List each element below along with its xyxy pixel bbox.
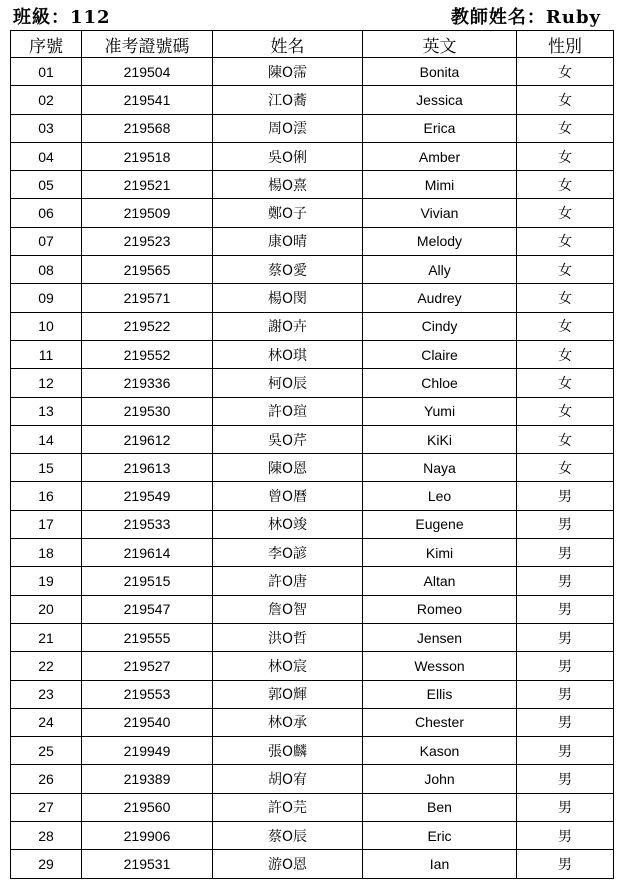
cell-name: 曾O曆 bbox=[213, 482, 363, 510]
cell-english-name: Ellis bbox=[363, 680, 517, 708]
cell-exam-id: 219552 bbox=[82, 340, 213, 368]
cell-number: 26 bbox=[11, 765, 82, 793]
cell-exam-id: 219509 bbox=[82, 199, 213, 227]
cell-name: 郭O輝 bbox=[213, 680, 363, 708]
table-row bbox=[11, 822, 614, 850]
cell-english-name: Erica bbox=[363, 114, 517, 142]
table-row bbox=[11, 171, 614, 199]
cell-exam-id: 219613 bbox=[82, 454, 213, 482]
cell-english-name: Mimi bbox=[363, 171, 517, 199]
column-header-name: 姓名 bbox=[213, 31, 363, 58]
cell-gender: 女 bbox=[517, 425, 614, 453]
table-row bbox=[11, 199, 614, 227]
table-row bbox=[11, 708, 614, 736]
cell-exam-id: 219527 bbox=[82, 652, 213, 680]
cell-number: 28 bbox=[11, 822, 82, 850]
cell-name: 許O芫 bbox=[213, 793, 363, 821]
table-row bbox=[11, 595, 614, 623]
cell-name: 張O麟 bbox=[213, 737, 363, 765]
cell-name: 李O諺 bbox=[213, 539, 363, 567]
table-row bbox=[11, 227, 614, 255]
cell-exam-id: 219389 bbox=[82, 765, 213, 793]
cell-gender: 女 bbox=[517, 340, 614, 368]
teacher-name-label: 教師姓名：Ruby bbox=[450, 7, 601, 28]
cell-gender: 男 bbox=[517, 737, 614, 765]
page-header bbox=[0, 0, 619, 30]
cell-gender: 男 bbox=[517, 793, 614, 821]
table-header-row bbox=[11, 31, 614, 58]
cell-number: 03 bbox=[11, 114, 82, 142]
cell-exam-id: 219515 bbox=[82, 567, 213, 595]
table-row bbox=[11, 510, 614, 538]
cell-number: 27 bbox=[11, 793, 82, 821]
cell-name: 林O宸 bbox=[213, 652, 363, 680]
cell-exam-id: 219518 bbox=[82, 142, 213, 170]
cell-name: 謝O卉 bbox=[213, 312, 363, 340]
cell-name: 江O蕎 bbox=[213, 86, 363, 114]
cell-english-name: Melody bbox=[363, 227, 517, 255]
cell-exam-id: 219540 bbox=[82, 708, 213, 736]
cell-exam-id: 219523 bbox=[82, 227, 213, 255]
cell-gender: 男 bbox=[517, 765, 614, 793]
cell-number: 16 bbox=[11, 482, 82, 510]
cell-name: 胡O宥 bbox=[213, 765, 363, 793]
cell-name: 林O竣 bbox=[213, 510, 363, 538]
cell-name: 許O唐 bbox=[213, 567, 363, 595]
cell-name: 楊O熹 bbox=[213, 171, 363, 199]
cell-number: 19 bbox=[11, 567, 82, 595]
cell-number: 08 bbox=[11, 256, 82, 284]
cell-english-name: Claire bbox=[363, 340, 517, 368]
cell-gender: 女 bbox=[517, 312, 614, 340]
cell-exam-id: 219614 bbox=[82, 539, 213, 567]
cell-english-name: Romeo bbox=[363, 595, 517, 623]
cell-exam-id: 219565 bbox=[82, 256, 213, 284]
cell-number: 02 bbox=[11, 86, 82, 114]
cell-name: 洪O哲 bbox=[213, 623, 363, 651]
cell-exam-id: 219571 bbox=[82, 284, 213, 312]
table-row bbox=[11, 369, 614, 397]
cell-english-name: Eugene bbox=[363, 510, 517, 538]
cell-name: 陳O霈 bbox=[213, 58, 363, 86]
cell-gender: 男 bbox=[517, 850, 614, 878]
cell-name: 康O晴 bbox=[213, 227, 363, 255]
cell-number: 14 bbox=[11, 425, 82, 453]
cell-exam-id: 219530 bbox=[82, 397, 213, 425]
cell-name: 吳O芹 bbox=[213, 425, 363, 453]
cell-exam-id: 219949 bbox=[82, 737, 213, 765]
cell-english-name: Wesson bbox=[363, 652, 517, 680]
cell-gender: 女 bbox=[517, 397, 614, 425]
table-row bbox=[11, 539, 614, 567]
cell-english-name: Kimi bbox=[363, 539, 517, 567]
cell-english-name: John bbox=[363, 765, 517, 793]
cell-number: 05 bbox=[11, 171, 82, 199]
cell-gender: 女 bbox=[517, 284, 614, 312]
table-row bbox=[11, 482, 614, 510]
cell-name: 陳O恩 bbox=[213, 454, 363, 482]
cell-exam-id: 219560 bbox=[82, 793, 213, 821]
cell-number: 20 bbox=[11, 595, 82, 623]
cell-exam-id: 219555 bbox=[82, 623, 213, 651]
table-row bbox=[11, 652, 614, 680]
column-header-exam-id: 准考證號碼 bbox=[82, 31, 213, 58]
table-row bbox=[11, 623, 614, 651]
cell-number: 17 bbox=[11, 510, 82, 538]
cell-exam-id: 219533 bbox=[82, 510, 213, 538]
cell-exam-id: 219336 bbox=[82, 369, 213, 397]
table-row bbox=[11, 765, 614, 793]
cell-english-name: Ian bbox=[363, 850, 517, 878]
table-row bbox=[11, 454, 614, 482]
cell-english-name: Altan bbox=[363, 567, 517, 595]
cell-gender: 男 bbox=[517, 567, 614, 595]
cell-name: 鄭O子 bbox=[213, 199, 363, 227]
cell-gender: 男 bbox=[517, 822, 614, 850]
cell-number: 24 bbox=[11, 708, 82, 736]
cell-number: 25 bbox=[11, 737, 82, 765]
column-header-number: 序號 bbox=[11, 31, 82, 58]
cell-gender: 男 bbox=[517, 482, 614, 510]
cell-exam-id: 219521 bbox=[82, 171, 213, 199]
cell-english-name: KiKi bbox=[363, 425, 517, 453]
cell-exam-id: 219549 bbox=[82, 482, 213, 510]
cell-gender: 男 bbox=[517, 595, 614, 623]
cell-gender: 男 bbox=[517, 680, 614, 708]
column-header-gender: 性別 bbox=[517, 31, 614, 58]
cell-gender: 男 bbox=[517, 623, 614, 651]
cell-name: 詹O智 bbox=[213, 595, 363, 623]
cell-number: 11 bbox=[11, 340, 82, 368]
cell-name: 蔡O愛 bbox=[213, 256, 363, 284]
cell-gender: 女 bbox=[517, 58, 614, 86]
cell-exam-id: 219906 bbox=[82, 822, 213, 850]
table-row bbox=[11, 256, 614, 284]
cell-number: 13 bbox=[11, 397, 82, 425]
cell-english-name: Bonita bbox=[363, 58, 517, 86]
cell-english-name: Jensen bbox=[363, 623, 517, 651]
table-row bbox=[11, 737, 614, 765]
cell-gender: 男 bbox=[517, 539, 614, 567]
cell-name: 林O承 bbox=[213, 708, 363, 736]
cell-english-name: Vivian bbox=[363, 199, 517, 227]
cell-gender: 女 bbox=[517, 199, 614, 227]
cell-english-name: Ben bbox=[363, 793, 517, 821]
cell-gender: 女 bbox=[517, 142, 614, 170]
cell-number: 07 bbox=[11, 227, 82, 255]
cell-name: 周O澐 bbox=[213, 114, 363, 142]
cell-number: 23 bbox=[11, 680, 82, 708]
cell-english-name: Chloe bbox=[363, 369, 517, 397]
cell-number: 29 bbox=[11, 850, 82, 878]
cell-exam-id: 219547 bbox=[82, 595, 213, 623]
cell-exam-id: 219504 bbox=[82, 58, 213, 86]
cell-gender: 男 bbox=[517, 652, 614, 680]
cell-number: 18 bbox=[11, 539, 82, 567]
cell-exam-id: 219522 bbox=[82, 312, 213, 340]
table-row bbox=[11, 312, 614, 340]
cell-number: 15 bbox=[11, 454, 82, 482]
cell-gender: 女 bbox=[517, 369, 614, 397]
cell-exam-id: 219541 bbox=[82, 86, 213, 114]
cell-english-name: Leo bbox=[363, 482, 517, 510]
cell-name: 林O琪 bbox=[213, 340, 363, 368]
table-row bbox=[11, 340, 614, 368]
cell-gender: 女 bbox=[517, 171, 614, 199]
table-row bbox=[11, 284, 614, 312]
cell-number: 21 bbox=[11, 623, 82, 651]
cell-gender: 女 bbox=[517, 227, 614, 255]
cell-name: 游O恩 bbox=[213, 850, 363, 878]
cell-gender: 男 bbox=[517, 708, 614, 736]
cell-english-name: Chester bbox=[363, 708, 517, 736]
student-roster-table bbox=[10, 30, 614, 879]
cell-english-name: Eric bbox=[363, 822, 517, 850]
cell-number: 10 bbox=[11, 312, 82, 340]
cell-english-name: Amber bbox=[363, 142, 517, 170]
table-row bbox=[11, 425, 614, 453]
table-row bbox=[11, 850, 614, 878]
cell-number: 06 bbox=[11, 199, 82, 227]
cell-english-name: Kason bbox=[363, 737, 517, 765]
cell-name: 蔡O辰 bbox=[213, 822, 363, 850]
cell-number: 22 bbox=[11, 652, 82, 680]
cell-number: 04 bbox=[11, 142, 82, 170]
cell-english-name: Cindy bbox=[363, 312, 517, 340]
cell-number: 01 bbox=[11, 58, 82, 86]
table-row bbox=[11, 86, 614, 114]
cell-name: 吳O俐 bbox=[213, 142, 363, 170]
cell-name: 許O瑄 bbox=[213, 397, 363, 425]
cell-name: 楊O閔 bbox=[213, 284, 363, 312]
cell-english-name: Yumi bbox=[363, 397, 517, 425]
cell-number: 12 bbox=[11, 369, 82, 397]
cell-number: 09 bbox=[11, 284, 82, 312]
cell-english-name: Jessica bbox=[363, 86, 517, 114]
table-row bbox=[11, 114, 614, 142]
cell-gender: 女 bbox=[517, 114, 614, 142]
cell-gender: 女 bbox=[517, 454, 614, 482]
table-row bbox=[11, 680, 614, 708]
cell-exam-id: 219568 bbox=[82, 114, 213, 142]
cell-english-name: Ally bbox=[363, 256, 517, 284]
table-row bbox=[11, 142, 614, 170]
table-row bbox=[11, 397, 614, 425]
cell-english-name: Audrey bbox=[363, 284, 517, 312]
class-label: 班級：112 bbox=[13, 7, 111, 28]
cell-english-name: Naya bbox=[363, 454, 517, 482]
cell-gender: 男 bbox=[517, 510, 614, 538]
cell-gender: 女 bbox=[517, 256, 614, 284]
table-row bbox=[11, 567, 614, 595]
cell-gender: 女 bbox=[517, 86, 614, 114]
cell-exam-id: 219531 bbox=[82, 850, 213, 878]
table-body bbox=[11, 58, 614, 879]
table-row bbox=[11, 793, 614, 821]
cell-exam-id: 219612 bbox=[82, 425, 213, 453]
cell-exam-id: 219553 bbox=[82, 680, 213, 708]
table-row bbox=[11, 58, 614, 86]
cell-name: 柯O辰 bbox=[213, 369, 363, 397]
column-header-english: 英文 bbox=[363, 31, 517, 58]
